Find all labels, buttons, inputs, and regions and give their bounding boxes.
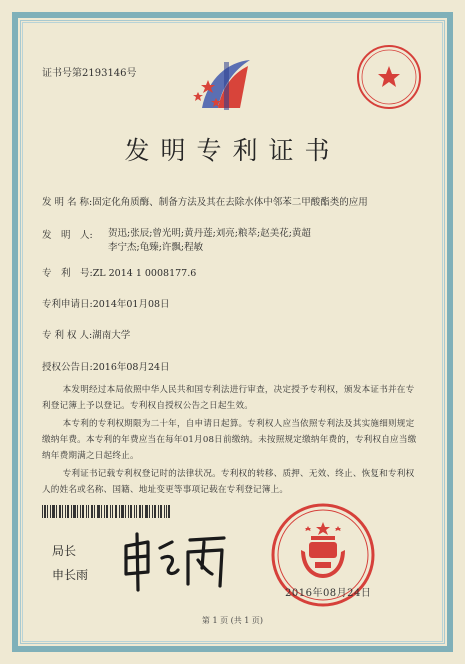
invention-name-value: 固定化角质酶、制备方法及其在去除水体中邻苯二甲酸酯类的应用 [92,197,368,208]
grant-date-value: 2016年08月24日 [92,362,170,373]
patentee-label: 专 利 权 人: [42,330,93,341]
signatory-name: 申长雨 [52,568,89,582]
page-title: 发明专利证书 [124,136,341,165]
seal-date: 2016年08月24日 [285,588,372,599]
filing-date-value: 2014年01月08日 [92,299,170,310]
filing-date-row [42,296,170,310]
patent-number-label: 专 利 号: [42,268,93,279]
paragraph-grant: 本发明经过本局依照中华人民共和国专利法进行审查，决定授予专利权，颁发本证书并在专利登记簿上予以登记。专利权自授权公告之日起生效。 [42,385,415,411]
inventors-label: 发 明 人: [42,230,93,241]
certificate-number: 证书号第2193146号 [42,68,137,79]
inventors-line-2: 李宁杰;龟臻;许飘;程敏 [108,242,204,253]
publisher-seal-icon [354,42,424,112]
grant-date-row [42,359,170,373]
inventors-line-1: 贺迅;张辰;曾光明;黄丹莲;刘亮;粮萃;赵美花;黄超 [108,228,311,239]
signatory-title: 局长 [52,544,77,558]
paragraph-status: 专利证书记载专利权登记时的法律状况。专利权的转移、质押、无效、终止、恢复和专利权人的姓名或名称、国籍、地址变更等事项记载在专利登记簿上。 [42,469,415,495]
patent-number-row [42,265,196,279]
filing-date-label: 专利申请日: [42,299,93,310]
patentee-value: 湖南大学 [92,330,131,341]
patent-number-value: ZL 2014 1 0008177.6 [92,268,197,279]
grant-date-label: 授权公告日: [42,362,93,373]
paragraph-term: 本专利的专利权期限为二十年，自申请日起算。专利权人应当依照专利法及其实施细则规定缴纳年费。本专利的年费应当在每年01月08日前缴纳。未按照规定缴纳年费的，专利权自应当缴纳年费期满之日起终止。 [42,419,417,461]
barcode-icon [42,505,170,518]
patentee-row [42,327,130,341]
inventors-value [108,227,311,255]
sipo-emblem-icon [188,50,260,122]
invention-name-row [42,194,368,208]
invention-name-label: 发 明 名 称: [42,197,93,208]
page-footer: 第 1 页 (共 1 页) [201,616,264,625]
handwritten-signature-icon [118,528,230,594]
